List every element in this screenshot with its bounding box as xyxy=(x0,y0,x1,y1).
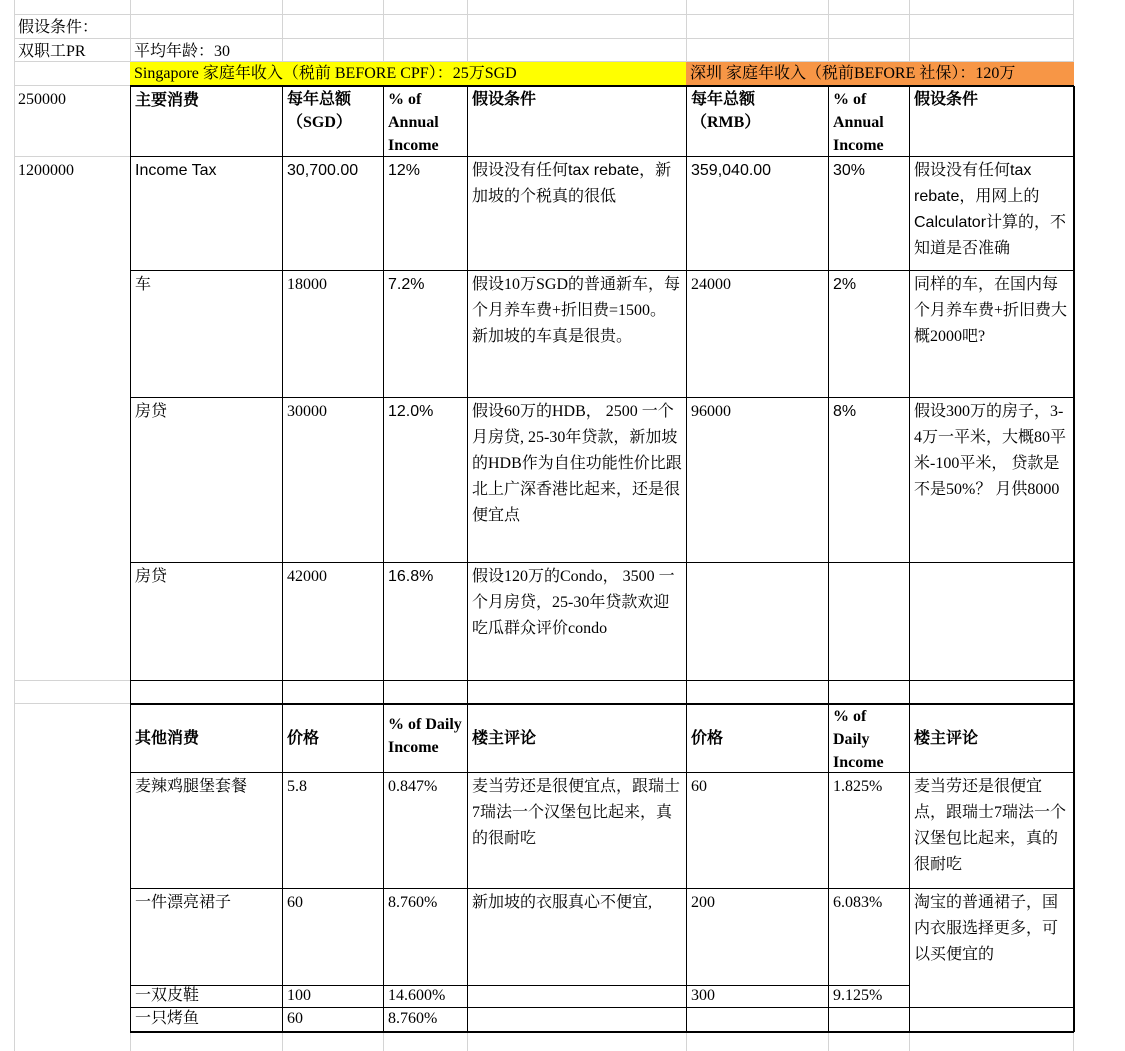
header-sz-price[interactable]: 价格 xyxy=(691,730,724,747)
header-sz-total[interactable]: 每年总额 （RMB） xyxy=(691,91,761,131)
gridline xyxy=(14,680,131,681)
main-row-sg-assumption[interactable]: 假设没有任何tax rebate，新加坡的个税真的很低 xyxy=(472,162,672,205)
main-row-sg-total[interactable]: 30,700.00 xyxy=(287,162,359,179)
gridline xyxy=(14,703,131,704)
main-row-sg-total[interactable]: 42000 xyxy=(287,568,327,585)
header-sz-assumption[interactable]: 假设条件 xyxy=(914,91,979,108)
other-row-sg-comment[interactable]: 麦当劳还是很便宜点，跟瑞士7瑞法一个汉堡包比起来，真的很耐吃 xyxy=(472,778,681,847)
main-row-item[interactable]: 车 xyxy=(135,276,152,293)
header-sz-daily-percent[interactable]: % of Daily Income xyxy=(833,708,884,771)
main-row-sg-total[interactable]: 18000 xyxy=(287,276,327,293)
main-row-sz-percent[interactable]: 30% xyxy=(833,162,866,179)
other-row-sz-price[interactable]: 60 xyxy=(691,778,707,795)
border xyxy=(130,1031,1074,1033)
cell-a4[interactable]: 250000 xyxy=(18,91,66,108)
header-sg-daily-percent[interactable]: % of Daily Income xyxy=(388,716,462,756)
other-row-sg-comment[interactable] xyxy=(468,986,686,1007)
header-sg-total[interactable]: 每年总额 （SGD） xyxy=(287,91,352,131)
other-row-sg-price[interactable]: 5.8 xyxy=(287,778,307,795)
other-row-sz-price[interactable] xyxy=(687,1008,828,1031)
other-row-sg-percent[interactable]: 8.760% xyxy=(388,894,438,911)
main-row-sz-percent[interactable] xyxy=(829,563,909,680)
main-row-item[interactable]: Income Tax xyxy=(135,162,217,179)
cell-a2[interactable]: 双职工PR xyxy=(18,43,86,60)
border xyxy=(1073,86,1075,1032)
main-row-sz-percent[interactable]: 2% xyxy=(833,276,857,293)
other-row-sg-percent[interactable]: 14.600% xyxy=(388,987,446,1004)
other-row-sg-price[interactable]: 60 xyxy=(287,894,303,911)
header-sz-percent[interactable]: % of Annual Income xyxy=(833,91,884,154)
other-row-sg-percent[interactable]: 8.760% xyxy=(388,1010,438,1027)
main-row-sz-total[interactable]: 359,040.00 xyxy=(691,162,772,179)
header-sg-price[interactable]: 价格 xyxy=(287,730,320,747)
other-row-item[interactable]: 一双皮鞋 xyxy=(135,987,200,1004)
main-row-sg-assumption[interactable]: 假设120万的Condo， 3500 一个月房贷，25-30年贷款欢迎吃瓜群众评价condo xyxy=(472,568,675,637)
other-row-sz-percent[interactable]: 9.125% xyxy=(833,987,883,1004)
main-row-sg-assumption[interactable]: 假设60万的HDB， 2500 一个月房贷, 25-30年贷款，新加坡的HDB作为自住功能性价比跟北上广深香港比起来，还是很便宜点 xyxy=(472,403,682,524)
singapore-income-banner[interactable]: Singapore 家庭年收入（税前 BEFORE CPF）：25万SGD xyxy=(134,65,517,82)
gridline xyxy=(14,14,1074,15)
cell-b2[interactable]: 平均年龄：30 xyxy=(134,43,231,60)
main-row-sz-total[interactable]: 24000 xyxy=(691,276,731,293)
main-row-sg-assumption[interactable]: 假设10万SGD的普通新车，每个月养车费+折旧费=1500。新加坡的车真是很贵。 xyxy=(472,276,681,345)
main-row-item[interactable]: 房贷 xyxy=(135,403,168,420)
other-row-sz-price[interactable]: 200 xyxy=(691,894,715,911)
other-row-item[interactable]: 一只烤鱼 xyxy=(135,1010,200,1027)
other-row-sz-percent[interactable]: 1.825% xyxy=(833,778,883,795)
main-row-sz-assumption[interactable]: 假设300万的房子，3-4万一平米，大概80平米-100平米， 贷款是不是50%？ 月供8000 xyxy=(914,403,1067,498)
cell-a5[interactable]: 1200000 xyxy=(18,162,74,179)
header-sg-percent[interactable]: % of Annual Income xyxy=(388,91,439,154)
main-row-sz-total[interactable] xyxy=(687,563,828,680)
other-row-sg-percent[interactable]: 0.847% xyxy=(388,778,438,795)
header-sz-comment[interactable]: 楼主评论 xyxy=(914,730,979,747)
other-row-sz-percent[interactable]: 6.083% xyxy=(833,894,883,911)
main-row-item[interactable]: 房贷 xyxy=(135,568,168,585)
border xyxy=(130,680,1074,681)
cell-a1[interactable]: 假设条件： xyxy=(18,19,99,36)
other-row-item[interactable]: 一件漂亮裙子 xyxy=(135,894,232,911)
other-row-item[interactable]: 麦辣鸡腿堡套餐 xyxy=(135,778,248,795)
shenzhen-income-banner[interactable]: 深圳 家庭年收入（税前BEFORE 社保）：120万 xyxy=(690,65,1016,82)
other-row-sg-comment[interactable]: 新加坡的衣服真心不便宜, xyxy=(472,894,653,911)
other-row-sz-percent[interactable] xyxy=(829,1008,909,1031)
main-row-sg-percent[interactable]: 7.2% xyxy=(388,276,425,293)
main-row-sz-assumption[interactable]: 假设没有任何tax rebate，用网上的Calculator计算的，不知道是否准确 xyxy=(914,162,1067,257)
main-row-sg-total[interactable]: 30000 xyxy=(287,403,327,420)
header-main-category[interactable]: 主要消费 xyxy=(135,92,200,109)
other-row-sg-price[interactable]: 100 xyxy=(287,987,311,1004)
other-row-sz-comment[interactable]: 淘宝的普通裙子，国内衣服选择更多，可以买便宜的 xyxy=(914,894,1059,963)
main-row-sz-assumption[interactable]: 同样的车，在国内每个月养车费+折旧费大概2000吧? xyxy=(914,276,1068,345)
main-row-sg-percent[interactable]: 12% xyxy=(388,162,421,179)
other-row-sz-comment[interactable]: 麦当劳还是很便宜点，跟瑞士7瑞法一个汉堡包比起来，真的很耐吃 xyxy=(914,778,1067,873)
main-row-sz-total[interactable]: 96000 xyxy=(691,403,731,420)
main-row-sg-percent[interactable]: 12.0% xyxy=(388,403,434,420)
other-row-sz-comment[interactable] xyxy=(910,1008,1073,1031)
header-other-category[interactable]: 其他消费 xyxy=(135,730,200,747)
main-row-sg-percent[interactable]: 16.8% xyxy=(388,568,434,585)
other-row-sz-price[interactable]: 300 xyxy=(691,987,715,1004)
main-row-sz-assumption[interactable] xyxy=(910,563,1073,680)
header-sg-comment[interactable]: 楼主评论 xyxy=(472,730,537,747)
other-row-sg-comment[interactable] xyxy=(468,1008,686,1031)
main-row-sz-percent[interactable]: 8% xyxy=(833,403,857,420)
other-row-sg-price[interactable]: 60 xyxy=(287,1010,303,1027)
header-sg-assumption[interactable]: 假设条件 xyxy=(472,91,537,108)
